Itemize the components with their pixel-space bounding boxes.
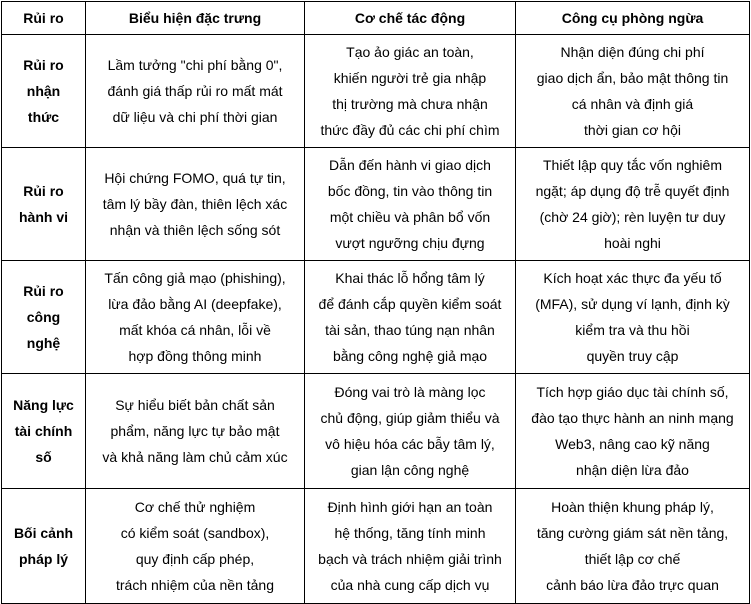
cell-text-line: cảnh báo lừa đảo trực quan — [546, 577, 719, 593]
cell-text-line: Tấn công giả mạo (phishing), — [104, 270, 286, 286]
table-row — [2, 35, 750, 148]
risk-category-cell — [2, 489, 86, 604]
cell-text-line: nhận diện lừa đảo — [576, 462, 689, 478]
cell-text-line: thiết lập cơ chế — [584, 551, 681, 567]
cell-text-line: tài chính — [14, 423, 73, 439]
risk-category-cell — [2, 148, 86, 261]
cell-text-line: trách nhiệm của nền tảng — [116, 577, 274, 593]
cell-text-line: (chờ 24 giờ); rèn luyện tư duy — [539, 209, 726, 225]
cell-text-line: đánh giá thấp rủi ro mất mát — [107, 83, 283, 99]
cell-text-line: dữ liệu và chi phí thời gian — [112, 109, 278, 125]
cell-text-line: thức — [27, 109, 60, 125]
cell-text-line: chủ động, giúp giảm thiểu và — [320, 410, 500, 426]
cell-text-line: nhận và thiên lệch sống sót — [109, 222, 281, 238]
prevention-cell — [516, 148, 750, 261]
cell-text-line: ngặt; áp dụng độ trễ quyết định — [535, 183, 730, 199]
cell-text-line: của nhà cung cấp dịch vụ — [330, 577, 490, 593]
cell-text-line: hệ thống, tăng tính minh — [334, 525, 486, 541]
cell-text-line: Sự hiểu biết bản chất sản — [115, 397, 275, 413]
cell-text-line: Hoàn thiện khung pháp lý, — [551, 499, 714, 515]
risk-table — [1, 1, 750, 604]
cell-text-line: Bối cảnh — [13, 525, 74, 541]
header-characteristics: Biểu hiện đặc trưng — [86, 2, 305, 35]
cell-text-line: Năng lực — [13, 397, 74, 413]
cell-text-line: có kiểm soát (sandbox), — [120, 525, 270, 541]
cell-text-line: thị trường mà chưa nhận — [332, 96, 488, 112]
cell-text-line: lừa đảo bằng AI (deepfake), — [108, 296, 282, 312]
cell-text-line: kiểm tra và thu hồi — [575, 322, 690, 338]
cell-text-line: Định hình giới hạn an toàn — [327, 499, 493, 515]
characteristics-cell — [86, 261, 305, 374]
cell-text-line: bốc đồng, tin vào thông tin — [327, 183, 493, 199]
risk-category-cell — [2, 35, 86, 148]
table-row — [2, 261, 750, 374]
header-risk: Rủi ro — [2, 2, 86, 35]
cell-text-line: Hội chứng FOMO, quá tự tin, — [104, 170, 286, 186]
cell-text-line: tăng cường giám sát nền tảng, — [536, 525, 729, 541]
cell-text-line: quyền truy cập — [586, 348, 679, 364]
prevention-cell — [516, 374, 750, 489]
cell-text-line: tâm lý bầy đàn, thiên lệch xác — [102, 196, 288, 212]
prevention-cell — [516, 35, 750, 148]
cell-text-line: hành vi — [18, 209, 68, 225]
risk-category-cell — [2, 261, 86, 374]
cell-text-line: gian lận công nghệ — [350, 462, 470, 478]
cell-text-line: Rủi ro — [23, 183, 64, 199]
cell-text-line: nhận — [26, 83, 61, 99]
cell-text-line: công — [26, 309, 61, 325]
cell-text-line: bạch và trách nhiệm giải trình — [318, 551, 502, 567]
characteristics-cell — [86, 489, 305, 604]
cell-text-line: cá nhân và định giá — [571, 96, 694, 112]
cell-text-line: Dẫn đến hành vi giao dịch — [329, 157, 491, 173]
cell-text-line: và khả năng làm chủ cảm xúc — [102, 449, 288, 465]
cell-text-line: mất khóa cá nhân, lỗi về — [119, 322, 271, 338]
cell-text-line: bằng công nghệ giả mạo — [332, 348, 488, 364]
cell-text-line: Lầm tưởng "chi phí bằng 0", — [107, 57, 283, 73]
mechanism-cell — [305, 489, 516, 604]
cell-text-line: (MFA), sử dụng ví lạnh, định kỳ — [535, 296, 730, 312]
cell-text-line: để đánh cắp quyền kiểm soát — [318, 296, 502, 312]
cell-text-line: Kích hoạt xác thực đa yếu tố — [543, 270, 722, 286]
mechanism-cell — [305, 35, 516, 148]
characteristics-cell — [86, 148, 305, 261]
cell-text-line: hợp đồng thông minh — [128, 348, 262, 364]
header-mechanism: Cơ chế tác động — [305, 2, 516, 35]
cell-text-line: khiến người trẻ gia nhập — [333, 70, 487, 86]
characteristics-cell — [86, 35, 305, 148]
prevention-cell — [516, 489, 750, 604]
cell-text-line: hoài nghi — [604, 235, 661, 251]
cell-text-line: thời gian cơ hội — [584, 122, 681, 138]
cell-text-line: Rủi ro — [23, 283, 64, 299]
cell-text-line: số — [35, 449, 52, 465]
cell-text-line: vượt ngưỡng chịu đựng — [335, 235, 485, 251]
cell-text-line: Tích hợp giáo dục tài chính số, — [536, 384, 729, 400]
cell-text-line: Khai thác lỗ hổng tâm lý — [335, 270, 485, 286]
cell-text-line: thức đầy đủ các chi phí chìm — [320, 122, 500, 138]
cell-text-line: Thiết lập quy tắc vốn nghiêm — [543, 157, 722, 173]
cell-text-line: Nhận diện đúng chi phí — [560, 44, 705, 60]
table-row — [2, 489, 750, 604]
risk-category-cell — [2, 374, 86, 489]
cell-text-line: đào tạo thực hành an ninh mạng — [531, 410, 734, 426]
prevention-cell — [516, 261, 750, 374]
cell-text-line: Rủi ro — [23, 57, 64, 73]
header-row — [2, 2, 750, 35]
table-row — [2, 374, 750, 489]
cell-text-line: một chiều và phân bổ vốn — [329, 209, 491, 225]
characteristics-cell — [86, 374, 305, 489]
cell-text-line: Tạo ảo giác an toàn, — [346, 44, 474, 60]
mechanism-cell — [305, 148, 516, 261]
cell-text-line: vô hiệu hóa các bẫy tâm lý, — [325, 436, 495, 452]
mechanism-cell — [305, 261, 516, 374]
cell-text-line: phẩm, năng lực tự bảo mật — [110, 423, 280, 439]
cell-text-line: Cơ chế thử nghiệm — [134, 499, 256, 515]
mechanism-cell — [305, 374, 516, 489]
cell-text-line: nghệ — [26, 335, 61, 351]
cell-text-line: quy định cấp phép, — [135, 551, 255, 567]
cell-text-line: Web3, nâng cao kỹ năng — [555, 436, 710, 452]
header-prevention: Công cụ phòng ngừa — [516, 2, 750, 35]
cell-text-line: tài sản, thao túng nạn nhân — [325, 322, 495, 338]
cell-text-line: giao dịch ẩn, bảo mật thông tin — [536, 70, 729, 86]
cell-text-line: pháp lý — [18, 551, 68, 567]
table-row — [2, 148, 750, 261]
cell-text-line: Đóng vai trò là màng lọc — [334, 384, 486, 400]
